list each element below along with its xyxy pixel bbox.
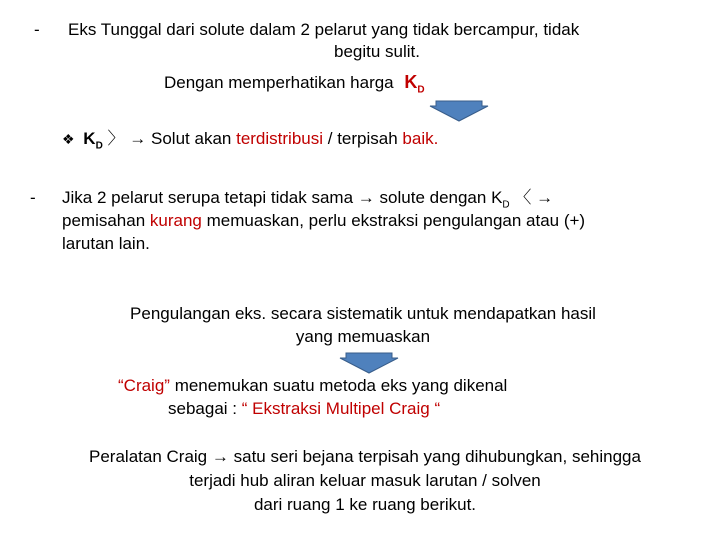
block5-line3: dari ruang 1 ke ruang berikut. (253, 495, 477, 514)
kd-sub: D (502, 199, 510, 211)
block1-line1: Eks Tunggal dari solute dalam 2 pelarut yang tidak bercampur, tidak (68, 20, 580, 39)
right-arrow-icon: → (536, 188, 554, 207)
block4-line1-b: menemukan suatu metoda eks yang dikenal (174, 376, 508, 395)
dash-bullet-2: - (30, 188, 36, 207)
right-arrow-icon: → (211, 447, 229, 466)
right-arrow-icon: → (129, 129, 147, 148)
block4-line2 (168, 399, 440, 420)
method-name: “ Ekstraksi Multipel Craig “ (241, 399, 441, 418)
block4-line1 (118, 376, 507, 397)
block2-red-word: kurang (149, 211, 202, 230)
block3-line1: Pengulangan eks. secara sistematik untuk mendapatkan hasil (130, 304, 596, 323)
bullet-line (62, 129, 438, 153)
block2-line1 (62, 188, 553, 212)
kd-symbol-2: $K_D$ (83, 129, 103, 152)
block5-line2: terjadi hub aliran keluar masuk larutan / solven (189, 471, 541, 490)
down-arrow-icon (428, 100, 490, 122)
craig-quote: “Craig” (118, 376, 170, 395)
block3-line2: yang memuaskan (295, 327, 431, 346)
block2-line1-b: solute dengan K (379, 188, 503, 207)
bullet-red-text: terdistribusi (236, 129, 324, 148)
bullet-text-1: Solut akan (151, 129, 232, 148)
dash-bullet-1: - (34, 20, 40, 39)
block2-line3: larutan lain. (62, 234, 150, 253)
bullet-text-2: / terpisah (327, 129, 398, 148)
diamond-bullet-icon: ❖ (62, 131, 75, 147)
less-than-symbol: 〈 (514, 188, 532, 207)
block5-line1-a: Peralatan Craig (89, 447, 208, 466)
greater-than-symbol: 〉 (107, 129, 125, 148)
kd-symbol: $K_D$ (404, 72, 425, 96)
block1-line3-text: Dengan memperhatikan harga (164, 73, 394, 92)
right-arrow-icon: → (357, 188, 375, 207)
block2-line1-a: Jika 2 pelarut serupa tetapi tidak sama (62, 188, 354, 207)
block5-line1 (10, 447, 720, 468)
bullet-red-text-2: baik. (402, 129, 439, 148)
down-arrow-icon (338, 352, 400, 374)
block1-line2: begitu sulit. (334, 42, 420, 61)
block2-line2-a: pemisahan (62, 211, 146, 230)
block1-line3 (164, 72, 425, 97)
block2-line2 (62, 211, 585, 232)
block2-line2-b: memuaskan, perlu ekstraksi pengulangan atau (+) (206, 211, 586, 230)
block4-line2-a: sebagai : (168, 399, 237, 418)
block5-line1-b: satu seri bejana terpisah yang dihubungkan, sehingga (233, 447, 641, 466)
